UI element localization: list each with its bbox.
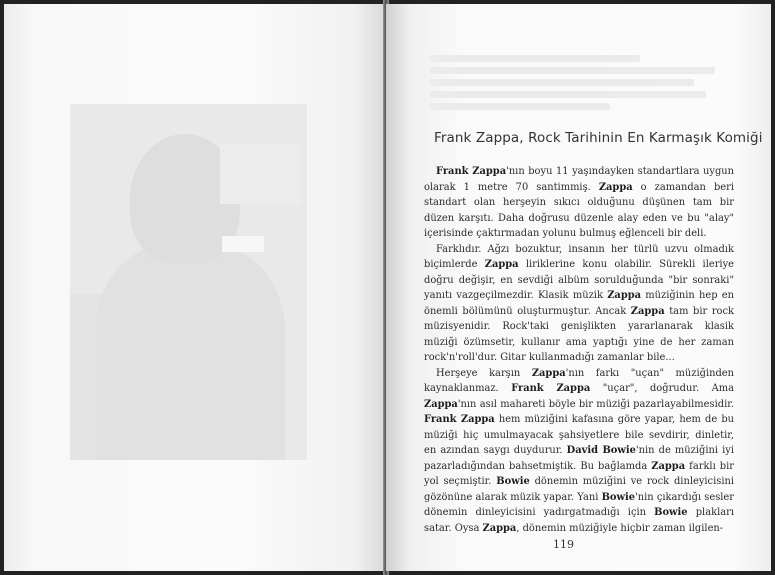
text-run: hem müziğini kafasına göre yapar, hem de bu müziği hiç umulmayacak şahsiyetlere bile sevdirir, dinletir, en azından saygı duydurur.: [424, 414, 735, 456]
text-run: farklı bir yol seçmiştir.: [424, 460, 735, 487]
text-run: Herşeye karşın: [436, 367, 532, 379]
text-run: dönemin müziğini ve rock dinleyicisini gözönüne alarak müzik yapar. Yani: [424, 476, 734, 503]
paragraph: [424, 366, 734, 537]
chapter-heading: Frank Zappa, Rock Tarihinin En Karmaşık Komiği: [434, 130, 763, 146]
bleed-through-text: [430, 50, 730, 120]
bold-name: Frank Zappa: [511, 383, 591, 394]
bold-name: Zappa: [607, 290, 642, 301]
body-text: [424, 164, 734, 536]
text-run: "uçar", doğrudur. Ama: [590, 383, 734, 394]
page-number: 119: [553, 538, 574, 551]
bold-name: Zappa: [598, 181, 633, 193]
bold-name: Zappa: [630, 305, 665, 317]
bold-name: Zappa: [531, 367, 566, 379]
text-run: müziğinin hep en önemli bölümünü oluşturmuştur. Ancak: [424, 290, 735, 317]
bold-name: Frank Zappa: [424, 414, 495, 425]
text-run: , dönemin müziğiyle hiçbir zaman ilgilen-: [516, 522, 724, 534]
text-run: 'nın farkı "uçan" müziğinden kaynaklanmaz.: [424, 367, 734, 394]
text-run: 'nın boyu 11 yaşındayken standartlara uygun olarak 1 metre 70 santimmiş.: [424, 166, 734, 193]
bold-name: Zappa: [651, 460, 686, 472]
left-page: [4, 4, 385, 571]
paragraph: [424, 164, 734, 242]
bold-name: Zappa: [424, 398, 458, 410]
photo-badge: [222, 236, 264, 252]
bold-name: Bowie: [654, 507, 688, 518]
text-run: 'nin de müziğini iyi pazarladığından bahsetmiştik. Bu bağlamda: [424, 445, 735, 472]
bold-name: Bowie: [496, 476, 530, 487]
bold-name: Zappa: [484, 259, 519, 270]
bold-name: Zappa: [482, 522, 517, 534]
text-run: Farklıdır. Ağzı bozuktur, insanın her türlü uzvu olmadık biçimlerde: [424, 243, 734, 270]
bold-name: Bowie: [601, 491, 636, 503]
text-run: plakları satar. Oysa: [424, 507, 734, 534]
text-run: o zamandan beri standart olan herşeyin sıkıcı olduğunu düşünen tam bir düzen karşıtı. Daha doğrusu düzenle alay eden ve bu "alay" içerisinde çaktırmadan yolunu bulmuş eğlenceli bir deli.: [424, 181, 734, 239]
bold-name: David Bowie: [566, 445, 636, 456]
text-run: 'nin çıkardığı sesler dönemin dinleyicisini yadırgatmadığı için: [424, 491, 734, 518]
photo-background-light: [220, 144, 300, 204]
faded-photo: [70, 104, 307, 460]
photo-figure-body: [95, 244, 285, 460]
bold-name: Frank Zappa: [436, 166, 507, 177]
text-run: 'nın asıl mahareti böyle bir müziği pazarlayabilmesidir.: [457, 398, 734, 410]
text-run: tam bir rock müzisyenidir. Rock'taki genişlikten yararlanarak klasik müziği özümsetir, kullanır ama yaptığı yine de her zaman rock'n'roll'dur. Gitar kullanmadığı zamanlar bile...: [424, 305, 734, 363]
text-run: liriklerine konu olabilir. Sürekli ileriye doğru değişir, en sevdiği albüm sorulduğunda "bir sonraki" yanıtı vazgeçilmezdir. Klasik müzik: [424, 259, 735, 301]
paragraph: [424, 242, 734, 366]
